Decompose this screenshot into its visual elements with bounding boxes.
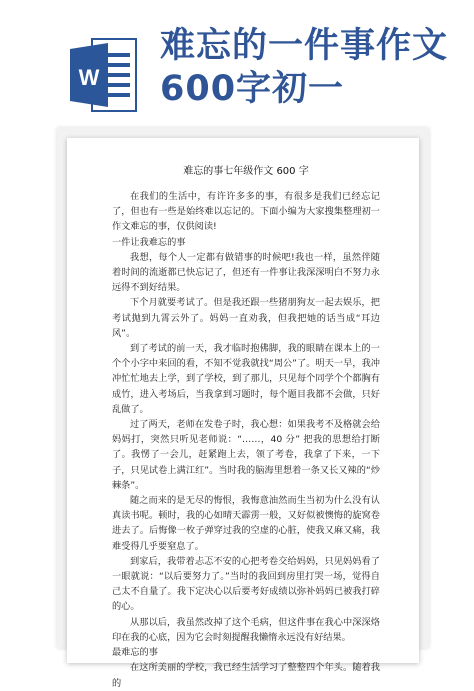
paragraph: 到家后，我带着忐忑不安的心把考卷交给妈妈，只见妈妈看了一眼就说：“以后要努力了。”当时的我回到房里打哭一场，觉得自己太不自量了。我下定决心以后要考好成绩以弥补妈妈已被我打碎的心。: [112, 555, 380, 613]
document-page: [67, 138, 419, 689]
section-heading: 一件让我难忘的事: [112, 236, 186, 248]
section-heading: 最难忘的事: [112, 647, 158, 659]
svg-text:W: W: [78, 65, 100, 90]
paragraph: 在我们的生活中，有许许多多的事，有很多是我们已经忘记了，但也有一些是始终难以忘记的。下面小编为大家搜集整理初一作文难忘的事，仅供阅读!: [112, 191, 380, 233]
document-title: 难忘的事七年级作文 600 字: [183, 166, 309, 177]
banner-title-line-2: 600字初一: [160, 69, 345, 109]
paragraph: 过了两天，老师在发卷子时，我心想：如果我考不及格就会给妈妈打，突然只听见老师说：“……，40 分” 把我的思想给打断了。我愣了一会儿，赶紧跑上去，领了考卷，我拿了下来，一下子，只见试卷上满江红”。当时我的脑海里想着一条又长又辣的“炒棘条”。: [112, 419, 380, 491]
paragraph: 在这所美丽的学校，我已经生活学习了整整四个年头。随着我的: [112, 662, 380, 689]
document-body: [112, 164, 380, 691]
paragraph: 到了考试的前一天，我才临时抱佛脚，我的眼睛在课本上的一个个小字中来回的看，不知不觉我就找“周公”了。明天一早，我冲冲忙忙地去上学，到了学校，到了那儿，只见每个同学个个都胸有成竹，进入考场后，当我拿到习题时，每个题目我都不会做，只好乱做了。: [112, 343, 380, 415]
paragraph: 下个月就要考试了。但是我还跟一些猪朋狗友一起去娱乐，把考试抛到九霄云外了。妈妈一直劝我，但我把她的话当成“耳边风”。: [112, 297, 380, 339]
banner-title-line-1: 难忘的一件事作文: [160, 26, 449, 66]
word-document-icon: [68, 35, 138, 115]
banner: [0, 0, 474, 125]
paragraph: 从那以后，我虽然改掉了这个毛病，但这件事在我心中深深烙印在我的心底，因为它会时刻提醒我懒惰永远没有好结果。: [112, 616, 380, 643]
paragraph: 随之而来的是无尽的悔恨，我悔意油然而生当初为什么没有认真读书呢。顿时，我的心如晴天霹雳一般，又好似被懊悔的旋窝卷进去了。后悔像一枚子弹穿过我的空虚的心脏，使我又麻又痛，我难受得几乎要窒息了。: [112, 495, 380, 552]
paragraph: 我想，每个人一定都有做错事的时候吧!我也一样，虽然伴随着时间的流逝都已快忘记了，但还有一件事让我深深明白不努力永远得不到好结果。: [112, 251, 380, 294]
